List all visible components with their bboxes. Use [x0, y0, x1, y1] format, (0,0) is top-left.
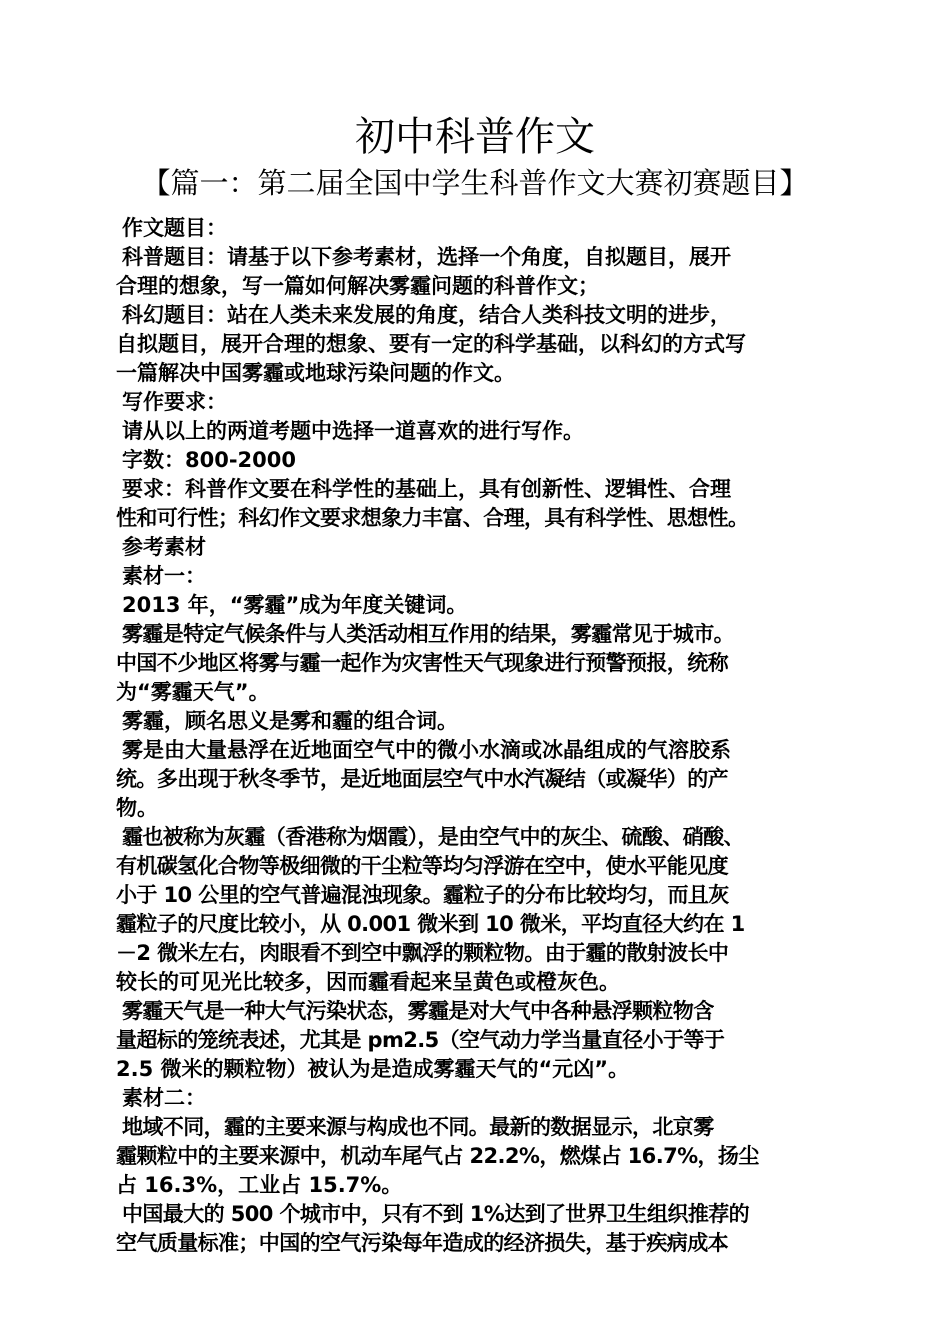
- document-subtitle: 【篇一：第二届全国中学生科普作文大赛初赛题目】: [141, 166, 809, 200]
- paragraph-line: 有机碳氢化合物等极细微的干尘粒等均匀浮游在空中，使水平能见度: [116, 854, 728, 878]
- paragraph-line: 空气质量标准；中国的空气污染每年造成的经济损失，基于疾病成本: [116, 1231, 728, 1255]
- document-body: [116, 214, 848, 1258]
- paragraph-line: 物。: [116, 796, 158, 820]
- paragraph-line: 占 16.3%，工业占 15.7%。: [116, 1173, 403, 1197]
- paragraph-line: 2.5 微米的颗粒物）被认为是造成雾霾天气的“元凶”。: [116, 1057, 630, 1081]
- paragraph-line: 2013 年，“雾霾”成为年度关键词。: [122, 593, 468, 617]
- paragraph-line: 霾粒子的尺度比较小，从 0.001 微米到 10 微米，平均直径大约在 1: [116, 912, 745, 936]
- paragraph-line: 中国最大的 500 个城市中，只有不到 1%达到了世界卫生组织推荐的: [122, 1202, 750, 1226]
- paragraph-line: 一篇解决中国雾霾或地球污染问题的作文。: [116, 361, 515, 385]
- paragraph-line: 雾霾是特定气候条件与人类活动相互作用的结果，雾霾常见于城市。: [122, 622, 734, 646]
- paragraph-line: 作文题目：: [122, 216, 227, 240]
- paragraph-line: 字数：800-2000: [122, 448, 296, 472]
- paragraph-line: 参考素材: [122, 535, 206, 559]
- paragraph-line: 雾是由大量悬浮在近地面空气中的微小水滴或冰晶组成的气溶胶系: [122, 738, 731, 762]
- paragraph-line: 素材一：: [122, 564, 206, 588]
- paragraph-line: 霾颗粒中的主要来源中，机动车尾气占 22.2%，燃煤占 16.7%，扬尘: [116, 1144, 759, 1168]
- paragraph-line: 自拟题目，展开合理的想象、要有一定的科学基础，以科幻的方式写: [116, 332, 746, 356]
- paragraph-line: 写作要求：: [122, 390, 227, 414]
- paragraph-line: 要求：科普作文要在科学性的基础上，具有创新性、逻辑性、合理: [122, 477, 731, 501]
- paragraph-line: 小于 10 公里的空气普遍混浊现象。霾粒子的分布比较均匀，而且灰: [116, 883, 729, 907]
- paragraph-line: 较长的可见光比较多，因而霾看起来呈黄色或橙灰色。: [116, 970, 620, 994]
- paragraph-line: 性和可行性；科幻作文要求想象力丰富、合理，具有科学性、思想性。: [116, 506, 749, 530]
- paragraph-line: 科普题目：请基于以下参考素材，选择一个角度，自拟题目，展开: [122, 245, 731, 269]
- paragraph-line: 雾霾天气是一种大气污染状态，雾霾是对大气中各种悬浮颗粒物含: [122, 999, 714, 1023]
- paragraph-line: 科幻题目：站在人类未来发展的角度，结合人类科技文明的进步，: [122, 303, 731, 327]
- paragraph-line: 中国不少地区将雾与霾一起作为灾害性天气现象进行预警预报，统称: [116, 651, 728, 675]
- paragraph-line: 霾也被称为灰霾（香港称为烟霞），是由空气中的灰尘、硫酸、硝酸、: [122, 825, 744, 849]
- paragraph-line: 合理的想象，写一篇如何解决雾霾问题的科普作文；: [116, 274, 599, 298]
- paragraph-line: 为“雾霾天气”。: [116, 680, 270, 704]
- paragraph-line: 量超标的笼统表述，尤其是 pm2.5（空气动力学当量直径小于等于: [116, 1028, 725, 1052]
- paragraph-line: 统。多出现于秋冬季节，是近地面层空气中水汽凝结（或凝华）的产: [116, 767, 728, 791]
- paragraph-line: 地域不同，霾的主要来源与构成也不同。最新的数据显示，北京雾: [122, 1115, 714, 1139]
- paragraph-line: 请从以上的两道考题中选择一道喜欢的进行写作。: [122, 419, 584, 443]
- document-title: 初中科普作文: [355, 114, 595, 160]
- paragraph-line: 素材二：: [122, 1086, 206, 1110]
- paragraph-line: 雾霾，顾名思义是雾和霾的组合词。: [122, 709, 458, 733]
- paragraph-line: －2 微米左右，肉眼看不到空中飘浮的颗粒物。由于霾的散射波长中: [116, 941, 729, 965]
